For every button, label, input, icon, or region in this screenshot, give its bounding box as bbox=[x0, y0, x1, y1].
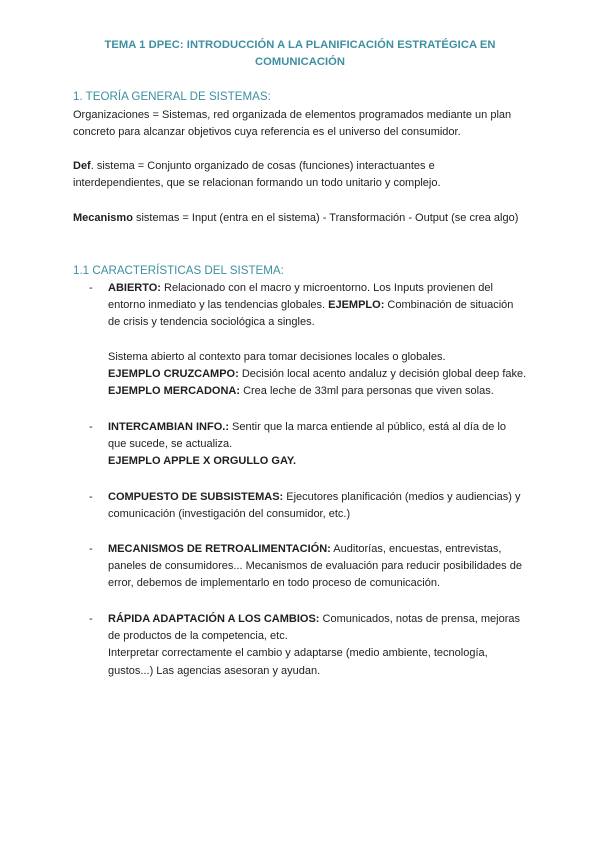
list-item-intercambian bbox=[108, 419, 528, 471]
item-text: Crea leche de 33ml para personas que viven solas. bbox=[240, 385, 494, 398]
item-term: INTERCAMBIAN INFO.: bbox=[108, 421, 229, 433]
item-text: que sucede, se actualiza. bbox=[108, 438, 233, 451]
item-text: gustos...) Las agencias asesoran y ayudan. bbox=[108, 664, 321, 677]
paragraph-line: sistemas = Input (entra en el sistema) - Transformación - Output (se crea algo) bbox=[132, 212, 519, 224]
item-text: Comunicados, notas de prensa, mejoras bbox=[319, 613, 521, 625]
item-text: de productos de la competencia, etc. bbox=[108, 630, 288, 643]
item-text: Sentir que la marca entiende al público, está al día de lo bbox=[229, 421, 507, 433]
bullet-dash: - bbox=[89, 282, 93, 294]
definition-term: Def bbox=[73, 160, 91, 172]
example-label: EJEMPLO MERCADONA: bbox=[108, 385, 241, 398]
mechanism-term: Mecanismo bbox=[73, 212, 133, 224]
example-label: EJEMPLO APPLE X ORGULLO GAY. bbox=[108, 455, 297, 468]
paragraph-line: Organizaciones = Sistemas, red organizada de elementos programados mediante un plan bbox=[73, 109, 512, 121]
paragraph-line: interdependientes, que se relacionan formando un todo unitario y complejo. bbox=[73, 177, 441, 190]
list-item-retroalimentacion bbox=[108, 541, 548, 593]
section-heading-teoria: 1. TEORÍA GENERAL DE SISTEMAS: bbox=[73, 90, 271, 103]
paragraph-line: concreto para alcanzar objetivos cuya referencia es el universo del consumidor. bbox=[73, 126, 461, 139]
item-text: Ejecutores planificación (medios y audiencias) y bbox=[283, 491, 521, 503]
bullet-dash: - bbox=[89, 543, 93, 555]
item-term: COMPUESTO DE SUBSISTEMAS: bbox=[108, 491, 284, 503]
item-text: Decisión local acento andaluz y decisión global deep fake. bbox=[238, 368, 527, 380]
item-text: Sistema abierto al contexto para tomar decisiones locales o globales. bbox=[108, 350, 446, 363]
bullet-dash: - bbox=[89, 421, 93, 433]
item-text: entorno inmediato y las tendencias globales. bbox=[108, 299, 329, 312]
list-item-adaptacion bbox=[108, 611, 528, 680]
list-item-abierto bbox=[108, 280, 528, 400]
item-text: de crisis y tendencia sociológica a singles. bbox=[108, 316, 315, 329]
list-item-subsistemas bbox=[108, 489, 528, 523]
paragraph-organizaciones bbox=[73, 107, 543, 141]
item-term: MECANISMOS DE RETROALIMENTACIÓN: bbox=[108, 543, 331, 555]
section-heading-caracteristicas: 1.1 CARACTERÍSTICAS DEL SISTEMA: bbox=[73, 264, 284, 277]
page-title-line-2: COMUNICACIÓN bbox=[254, 56, 346, 68]
paragraph-line: . sistema = Conjunto organizado de cosas (funciones) interactuantes e bbox=[90, 160, 435, 172]
paragraph-definicion bbox=[73, 158, 543, 192]
bullet-dash: - bbox=[89, 613, 93, 625]
example-label: EJEMPLO: bbox=[328, 299, 385, 312]
item-term: RÁPIDA ADAPTACIÓN A LOS CAMBIOS: bbox=[108, 613, 320, 625]
item-text: Combinación de situación bbox=[384, 299, 514, 312]
example-label: EJEMPLO CRUZCAMPO: bbox=[108, 368, 239, 380]
page-title-line-1: TEMA 1 DPEC: INTRODUCCIÓN A LA PLANIFICACIÓN ESTRATÉGICA EN bbox=[104, 39, 496, 51]
page-title bbox=[60, 37, 540, 71]
item-text: paneles de consumidores... Mecanismos de evaluación para reducir posibilidades de bbox=[108, 560, 522, 573]
bullet-dash: - bbox=[89, 491, 93, 503]
item-text: Auditorías, encuestas, entrevistas, bbox=[330, 543, 502, 555]
item-text: error, debemos de implementarlo en todo proceso de comunicación. bbox=[108, 577, 441, 590]
item-term: ABIERTO: bbox=[108, 282, 161, 294]
item-text: comunicación (investigación del consumidor, etc.) bbox=[108, 508, 351, 521]
item-text: Relacionado con el macro y microentorno. Los Inputs provienen del bbox=[160, 282, 493, 294]
paragraph-mecanismo bbox=[73, 210, 543, 227]
item-text: Interpretar correctamente el cambio y adaptarse (medio ambiente, tecnología, bbox=[108, 647, 488, 660]
